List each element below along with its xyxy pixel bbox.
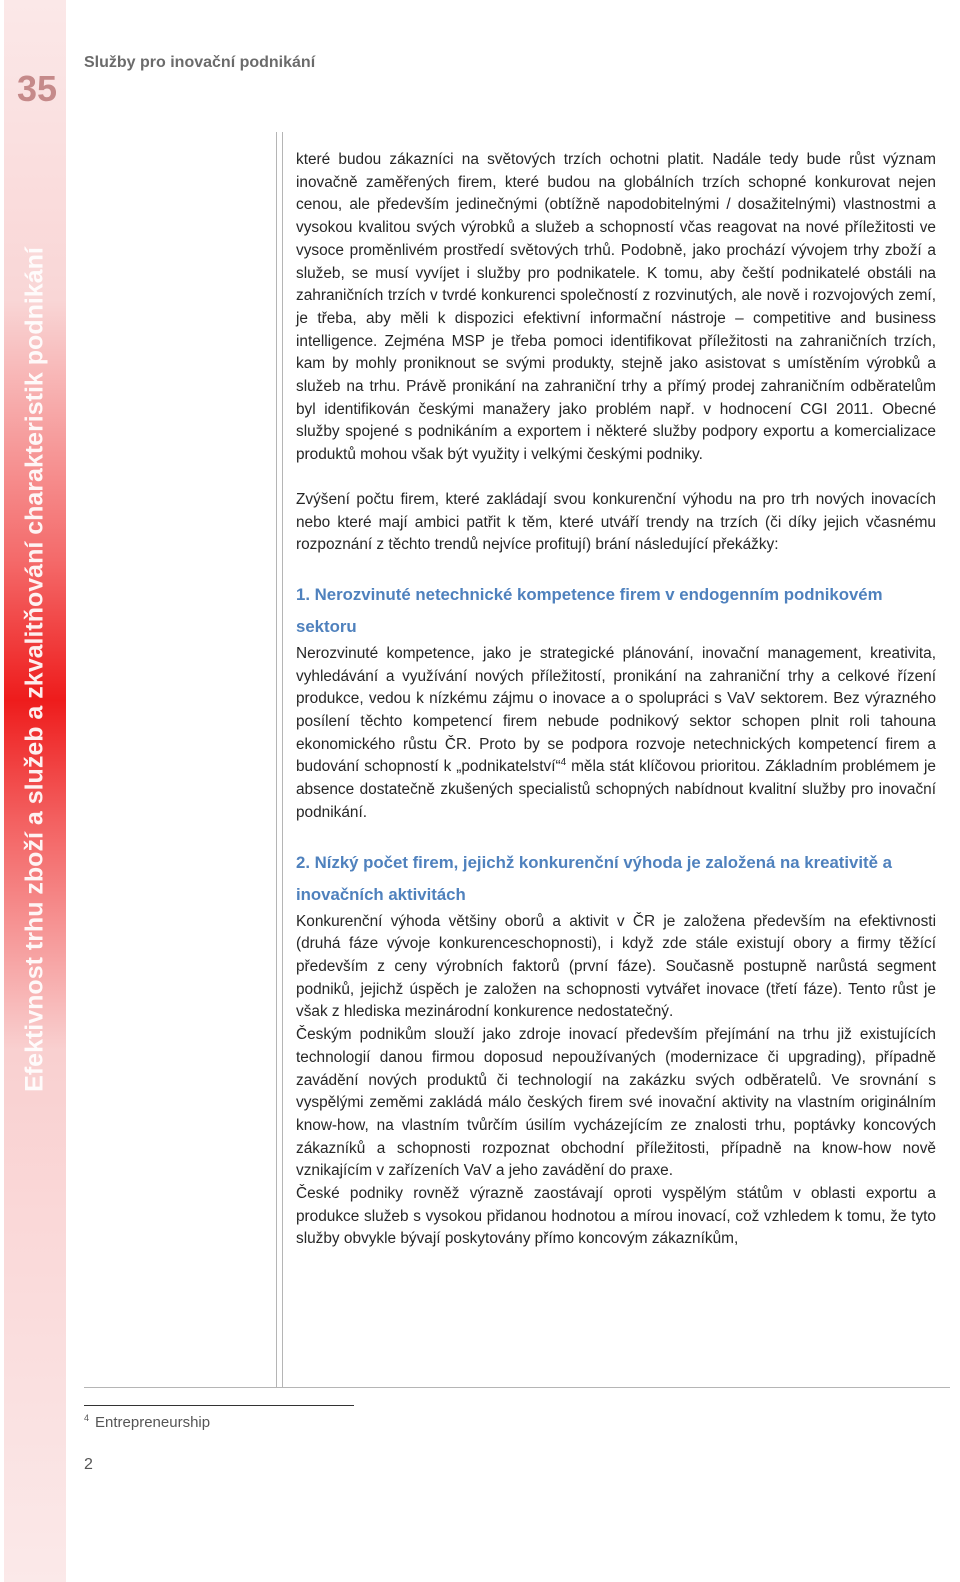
spacer	[296, 557, 936, 579]
footer-page-number: 2	[84, 1456, 93, 1473]
section-heading-1: 1. Nerozvinuté netechnické kompetence firem v endogenním podnikovém sektoru	[296, 584, 883, 636]
text-frame-line	[276, 132, 283, 1388]
footnote-text: Entrepreneurship	[95, 1414, 211, 1431]
section-heading-2: 2. Nízký počet firem, jejichž konkurenční výhoda je založená na kreativitě a inovačních aktivitách	[296, 852, 892, 904]
running-header: Služby pro inovační podnikání	[84, 54, 316, 71]
paragraph: Zvýšení počtu firem, které zakládají svou konkurenční výhodu na pro trh nových inovacích nebo které mají ambici patřit k těm, které utváří trendy na trzích (či díky jejich včasnému rozpoznání z těchto trendů nejvíce profitují) brání následující překážky:	[296, 490, 936, 554]
footnote	[84, 1414, 210, 1431]
paragraph: Konkurenční výhoda většiny oborů a aktivit v ČR je založena především na efektivnosti (druhá fáze vývoje konkurenceschopnosti), i když zde stále existují obory a firmy těžící především z ceny výrobních faktorů (první fáze). Současně postupně narůstá segment podniků, jejichž úspěch je založen na schopnosti vytvářet inovace (třetí fáze). Tento růst je však z hlediska mezinárodní konkurence nedostatečný.	[296, 912, 936, 1021]
bottom-rule	[84, 1387, 950, 1388]
footnote-number: 4	[84, 1413, 90, 1423]
paragraph-text: měla stát klíčovou prioritou. Základním problémem je absence dostatečně zkušených specialistů schopných nabídnout kvalitní služby pro inovační podnikání.	[296, 758, 936, 821]
paragraph	[296, 643, 936, 825]
footnote-reference[interactable]: 4	[560, 757, 567, 769]
paragraph: České podniky rovněž výrazně zaostávají oproti vyspělým státům v oblasti exportu a produkce služeb s vysokou přidanou hodnotou a mírou inovací, což vzhledem k tomu, že tyto služby obvykle bývají poskytovány přímo koncovým zákazníkům,	[296, 1185, 936, 1248]
paragraph: které budou zákazníci na světových trzích ochotni platit. Nadále tedy bude růst význam inovačně zaměřených firem, které budou na globálních trzích schopné konkurovat nejen cenou, ale především jedinečnými (obtížně napodobitelnými / dosažitelnými) vlastnostmi a vysokou kvalitou svých výrobků a služeb a schopností včas reagovat na nové příležitosti ve vysoce proměnlivém prostředí světových trhů. Podobně, jako prochází vývojem trhy zboží a služeb, se musí vyvíjet i služby pro podnikatele. K tomu, aby čeští podnikatelé obstáli na zahraničních trzích v tvrdé konkurenci společností z rozvinutých, ale nově i rozvojových zemí, je třeba, aby měli k dispozici efektivní informační nástroje – competitive and business intelligence. Zejména MSP je třeba pomoci identifikovat příležitosti na zahraničních trzích, kam by mohly proniknout se svými produkty, stejně jako asistovat s umístěním výrobků a služeb na trhu. Právě pronikání na zahraniční trhy a přímý prodej zahraničním odběratelům byl identifikován českými manažery jako problém např. v hodnocení CGI 2011. Obecné služby spojené s podnikáním a exportem i některé služby podpory exportu a komercializace produktů mohou však být využity i velkými českými podniky.	[296, 151, 936, 464]
footnote-separator	[84, 1405, 354, 1406]
spacer	[296, 825, 936, 847]
paragraph: Českým podnikům slouží jako zdroje inovací především přejímání na trhu již existujících technologií danou firmou doposud nepoužívaných (modernizace či upgrading), případně zavádění nových produktů či technologií na zakázku svých odběratelů. Ve srovnání s vyspělými zeměmi zakládá málo českých firem své inovační aktivity na vlastním originálním know-how, na vlastním tvůrčím úsilím vycházejícím ze znalosti trhu, poptávky koncových zákazníků a schopnosti rozpoznat obchodní příležitosti, případně na know-how nově vznikajícím v zařízeních VaV a jeho zavádění do praxe.	[296, 1026, 936, 1180]
chapter-page-number: 35	[16, 68, 58, 109]
main-text	[296, 149, 936, 1251]
spacer	[296, 467, 936, 489]
paragraph-text: Nerozvinuté kompetence, jako je strategické plánování, inovační management, kreativita, vyhledávání a využívání nových příležitostí, pronikání na zahraniční trhy a celkové řízení produkce, vedou k nízkému zájmu o inovace a o spolupráci s VaV sektorem. Bez výrazného posílení těchto kompetencí firem nebude podnikový sektor schopen plnit roli tahouna ekonomického růstu ČR. Proto by se podpora rozvoje netechnických kompetencí firem a budování schopností k „podnikatelství“	[296, 644, 936, 776]
vertical-chapter-title: Efektivnost trhu zboží a služeb a zkvalitňování charakteristik podnikání	[20, 247, 49, 1092]
